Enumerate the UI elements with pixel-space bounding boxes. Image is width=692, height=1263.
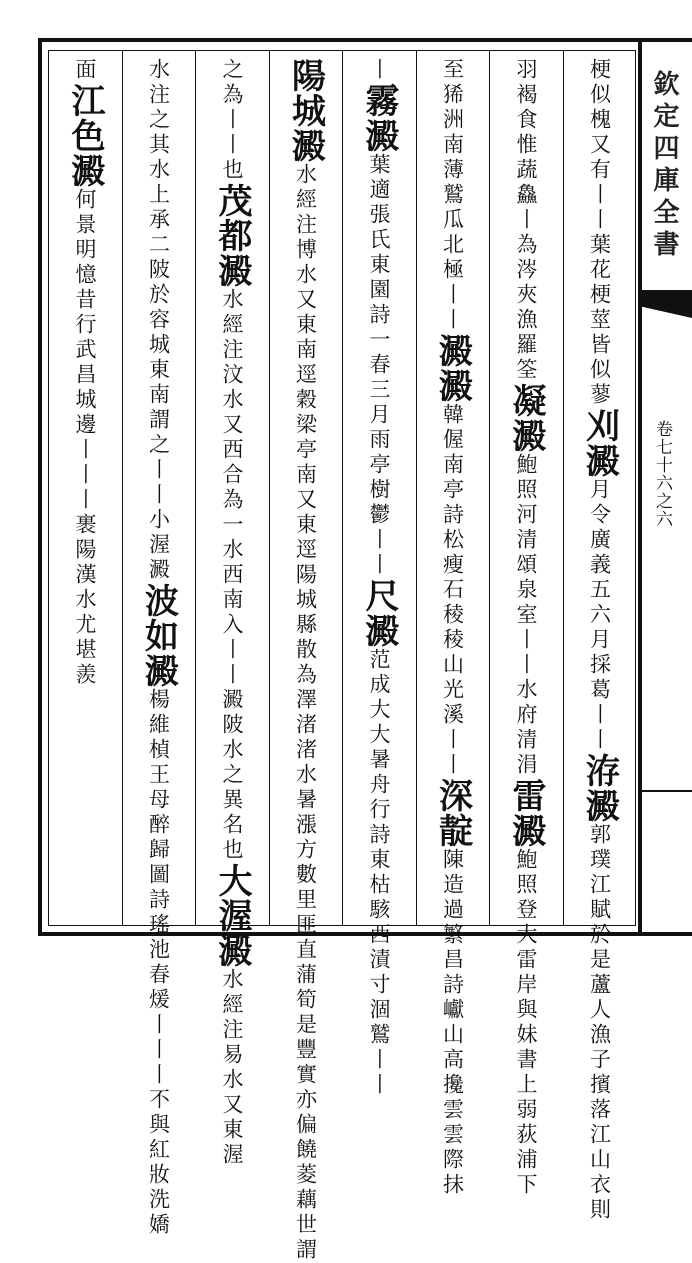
text-run: 鮑照登大雷岸與: [514, 848, 538, 1023]
text-column: [500, 58, 552, 1198]
text-run: 之為丨丨也: [220, 58, 244, 183]
text-run: 水經注汶水又西合為一水西: [220, 288, 244, 588]
text-run: 山高攙雲雲際抹: [440, 1023, 465, 1198]
text-run: 枯駭西漬寸涸鷲丨丨: [367, 873, 391, 1098]
text-run: 鮑照河清頌泉室: [514, 453, 538, 628]
column-divider: [563, 50, 564, 926]
text-run: 三月雨亭樹鬱丨丨: [367, 378, 391, 578]
juan-number: 卷七十六之六: [652, 420, 672, 528]
headword: 洊澱: [579, 753, 620, 823]
column-divider: [122, 50, 123, 926]
column-divider: [416, 50, 417, 926]
text-run: 面: [73, 58, 97, 83]
column-divider: [269, 50, 270, 926]
text-run: 春煖丨丨丨不與紅妝洗嬌: [146, 963, 171, 1238]
text-run: 葉花梗莖皆似蓼: [587, 233, 612, 408]
text-run: 至狶洲南薄鷲: [440, 58, 465, 208]
text-run: 梗似槐又有丨丨: [587, 58, 612, 233]
headword: 江色澱: [65, 83, 105, 188]
text-run: 丨為涔夾漁羅筌: [514, 208, 538, 383]
text-run: 月採葛丨丨: [587, 628, 612, 753]
text-column: [427, 58, 479, 1198]
text-column: [133, 58, 185, 1238]
headword: 大渥澱: [212, 863, 252, 968]
headword: 波如澱: [138, 583, 179, 688]
column-divider: [489, 50, 490, 926]
text-run: 陳造過繁昌詩巘: [440, 848, 465, 1023]
text-run: 楊維楨王母醉歸圖詩瑤池: [146, 688, 171, 963]
column-divider: [195, 50, 196, 926]
text-run: 月令廣義五六: [587, 478, 612, 628]
text-column: [280, 58, 332, 1263]
text-run: 韓偓南亭詩松瘦石: [440, 403, 465, 603]
text-run: 渚渚水暑漲方數里匪直蒲筍是豐實亦偏饒菱藕世謂: [293, 713, 318, 1263]
headword: 凝澱: [506, 383, 546, 453]
text-run: 水經注易: [220, 968, 244, 1068]
fish-tail-line: [642, 790, 692, 792]
headword: 陽城澱: [285, 58, 326, 163]
text-column: [353, 58, 405, 1098]
text-run: 瓜北極丨丨: [440, 208, 465, 333]
text-run: 妹書上弱荻浦下: [514, 1023, 538, 1198]
text-run: 水又東渥: [220, 1068, 244, 1168]
text-run: 郭璞江賦於是蘆人: [587, 823, 612, 1023]
headword: 澱澱: [432, 333, 473, 403]
text-run: 水經注博水又東南逕穀梁亭南又東逕陽城縣散為澤: [293, 163, 318, 713]
text-column: [206, 58, 258, 1168]
text-run: 丨丨丨裹陽漢水尤堪羨: [73, 438, 97, 688]
text-run: 丨丨水府清涓: [514, 628, 538, 778]
text-run: 稜稜山光溪丨丨: [440, 603, 465, 778]
text-run: 何景明憶昔行武昌城邊: [73, 188, 97, 438]
text-run: 范成大大暑舟行詩東: [367, 648, 391, 873]
text-run: 城東南謂之丨丨小渥澱: [146, 333, 171, 583]
text-run: 葉適張氏東園詩一春: [367, 153, 391, 378]
book-title: 欽定四庫全書: [649, 70, 679, 262]
text-column: [59, 58, 111, 924]
headword: 茂都澱: [212, 183, 252, 288]
headword: 深靛: [432, 778, 473, 848]
headword: 刈澱: [579, 408, 620, 478]
text-run: 漁子擯落江山衣則: [587, 1023, 612, 1223]
text-run: 羽褐食惟蔬鱻: [514, 58, 538, 208]
headword: 雷澱: [506, 778, 546, 848]
headword: 尺澱: [359, 578, 399, 648]
text-run: 南入丨丨澱陂水之異名也: [220, 588, 244, 863]
text-run: 水注之其水上承二陂於容: [146, 58, 171, 333]
text-column: [574, 58, 626, 1223]
headword: 霧澱: [359, 83, 399, 153]
text-run: 丨: [367, 58, 391, 83]
column-divider: [342, 50, 343, 926]
